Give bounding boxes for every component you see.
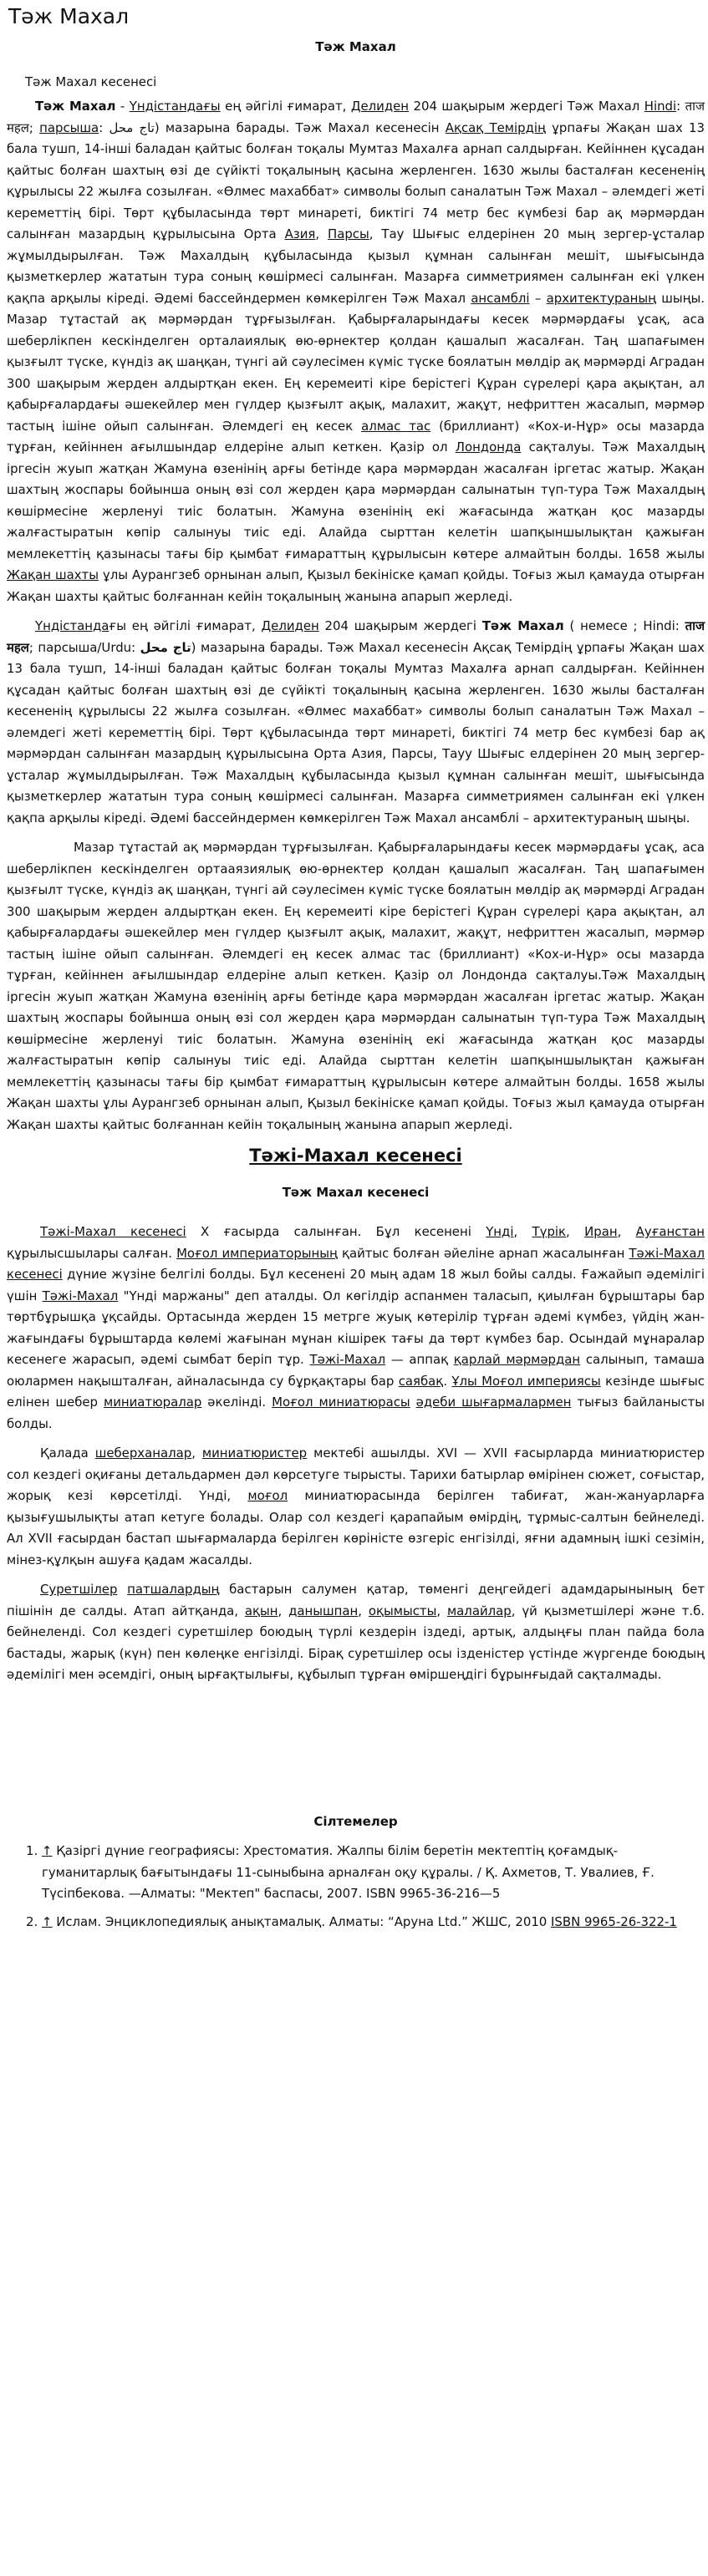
text: , Тау Шығыс елдерінен 20 мың зергер-ұсталар жұмылдырылған. Тәж Махалдың құбыласында қызыл құмнан салынған мешіт, шығысында қызметкерлер жататын тура соның көшірмесі салынған. Мазарға симметриямен салынған екі үлкен қақпа арқылы кіреді. Әдемі бассейндермен көмкерілген Тәж Махал — [7, 226, 705, 306]
link-hindi[interactable]: Hindi — [644, 99, 677, 114]
text: Қалада — [40, 1446, 95, 1461]
text: құрылысшылары салған. — [7, 1245, 177, 1261]
link-afghanistan[interactable]: Ауғанстан — [635, 1224, 705, 1239]
link-kings[interactable]: патшалардың — [127, 1582, 220, 1597]
link-london[interactable]: Лондонда — [455, 439, 522, 455]
text: бастарын салумен қатар, төменгі деңгейдегі адамдарынының бет пішінін де салды. Атап айтқанда, — [7, 1582, 705, 1618]
section-heading: Тәжі-Махал кесенесі — [249, 1146, 462, 1166]
text: ; парсыша/Urdu: — [28, 639, 140, 655]
paragraph-5 — [7, 1443, 705, 1571]
text: , — [278, 1603, 289, 1618]
link-india-2[interactable]: Үндістанда — [35, 618, 110, 633]
link-indian[interactable]: Үнді — [486, 1224, 514, 1239]
paragraph-4 — [7, 1222, 705, 1435]
text: X ғасырда салынған. Бұл кесенені — [186, 1224, 486, 1239]
text: дүние жүзіне белгілі болды. Бұл кесенені 20 мың адам 18 жыл бойы салды. Ғажайып әдемілігі үшін — [7, 1267, 705, 1303]
link-delhi-2[interactable]: Делиден — [261, 618, 319, 633]
link-diamond[interactable]: алмас тас — [361, 418, 431, 434]
link-persian[interactable]: парсыша — [39, 119, 99, 135]
text: , — [513, 1224, 532, 1239]
text: . — [443, 1373, 452, 1389]
text: ғы ең әйгілі ғимарат, — [109, 618, 262, 633]
text: , — [617, 1224, 636, 1239]
text: "Үнді маржаны" деп аталды. Ол көгілдір аспанмен таласып, қиылған бұрыштары бар төртбұрышқа ұқсайды. Ортасында жерден 15 метрге жуық көтерілір тұрған әдемі күмбез, үйдің жан-жағындағы бұрыштарда көлемі жағынан мұнан кішірек тағы да төрт күмбез бар. Осындай мұнаралар кесенеге жарасып, әдемі сымбат беріп тұр. — [7, 1288, 705, 1367]
link-scholar[interactable]: оқымысты — [368, 1603, 437, 1618]
link-persia[interactable]: Парсы — [328, 226, 369, 241]
text: , — [566, 1224, 585, 1239]
link-miniaturists[interactable]: миниатюристер — [201, 1446, 308, 1461]
text: ( немесе ; Hindi: — [563, 618, 685, 633]
text: , — [191, 1446, 202, 1461]
article-subtitle: Тәж Махал кесенесі — [25, 74, 157, 89]
persian-name: تاج محل — [140, 639, 191, 655]
link-mughal-emperor[interactable]: Моғол империаторының — [176, 1245, 338, 1261]
link-shah-jahan[interactable]: Жақан шахты — [7, 567, 99, 582]
back-link-icon[interactable]: ↑ — [42, 1913, 53, 1929]
reference-item — [42, 1912, 705, 1933]
section-subheading: Тәж Махал кесенесі — [282, 1184, 430, 1200]
text: ) мазарына барады. Тәж Махал кесенесін Ақсақ Темірдің ұрпағы Жақан шах 13 бала тушп, 14-інші баладан қайтыс болған тоқалы Мумтаз Махалға арнап салдырған. Кейіннен құсадан қайтыс болған шахтың өзі де сүйікті тоқалының қасына жерленген. 1630 жылы басталған кесененің құрылысы 22 жылға созылған. «Өлмес махаббат» символы болып саналатын Тәж Махал – әлемдегі жеті кереметтің бірі. Төрт құбыласында төрт минареті, биктігі 74 метр бес күмбезі бар ақ мәрмәрдан салынған мазардың құрылысына Орта Азия, Парсы, Тауу Шығыс елдерінен 20 мың зергер-ұсталар жұмылдырылған. Тәж Махалдың құбыласында қызыл құмнан салынған мешіт, шығысында қызметкерлер жататын тура соның көшірмесі салынған. Мазарға симметриямен салынған екі үлкен қақпа арқылы кіреді. Әдемі бассейндермен көмкерілген Тәж Махал ансамблі – архитектураның шыңы. — [7, 639, 705, 826]
link-poet[interactable]: ақын — [244, 1603, 278, 1618]
page-title: Тәж Махал — [8, 4, 130, 28]
text: : ताज महल; — [7, 99, 705, 135]
link-architecture[interactable]: архитектураның — [546, 290, 656, 306]
link-malays[interactable]: малайлар — [446, 1603, 512, 1618]
link-painters[interactable]: Суретшілер — [40, 1582, 118, 1597]
reference-item — [42, 1841, 705, 1905]
link-miniatures[interactable]: миниатюралар — [103, 1395, 202, 1410]
text — [410, 1395, 416, 1410]
link-timur[interactable]: Ақсақ Темірдің — [445, 119, 546, 135]
link-workshops[interactable]: шеберханалар — [94, 1446, 192, 1461]
text: мектебі ашылды. XVI — XVII ғасырларда миниатюристер сол кездегі оқиғаны детальдармен дәл көрсетуге тырысты. Тарихи батырлар өмірінен сюжет, соғыстар, жорық кезі көрсетілді. Үнді, — [7, 1446, 705, 1503]
link-turkish[interactable]: Түрік — [532, 1224, 567, 1239]
text: 204 шақырым жердегі — [318, 618, 482, 633]
text: - — [115, 99, 130, 114]
link-literary-works[interactable]: әдеби шығармалармен — [415, 1395, 572, 1410]
link-asia[interactable]: Азия — [284, 226, 316, 241]
text: сақталуы. Тәж Махалдың іргесін жуып жатқан Жамуна өзенінің арғы бетінде қара мәрмәрдан жасалған іргетас жатыр. Жақан шахтың жоспары бойынша оның өзі сол жерден қара мәрмәрдан салынатын түп-тура Тәж Махалдың көшірмесіне жерленуі тиіс болатын. Жамуна өзенінің екі жағасында жатқан қос мазарды жалғастыратын көпір салынуы тиіс еді. Алайда сырттан келетін шапқыншылықтан қажыған мемлекеттің қазынасы тағы бір қымбат ғимараттың құрылысын көтере алмайтын болды. 1658 жылы — [7, 439, 705, 561]
link-isbn[interactable]: ISBN 9965-26-322-1 — [551, 1913, 677, 1929]
link-india[interactable]: Үндістандағы — [129, 99, 221, 114]
reference-text: Қазіргі дүние географиясы: Хрестоматия. Жалпы білім беретін мектептің қоғамдық-гуманитарлық бағытындағы 11-сыныбына арналған оқу құралы. / Қ. Ахметов, Т. Увалиев, Ғ. Түсіпбекова. —Алматы: "Мектеп" баспасы, 2007. ISBN 9965-36-216—5 — [42, 1843, 655, 1901]
text: ұлы Аурангзеб орнынан алып, Қызыл бекінiске қамап қойды. Тоғыз жыл қамауда отырған Жақан шахты қайтыс болғаннан кейін тоқалының жанына апарып жерледі. — [7, 567, 705, 604]
paragraph-1 — [7, 96, 705, 607]
text — [117, 1582, 127, 1597]
link-mughal-empire[interactable]: Ұлы Моғол империясы — [451, 1373, 601, 1389]
text: миниатюрасында берілген табиғат, жан-жануарларға қызығушылықты атап кетуге болады. Олар сол кездегі қарапайым өмірдің, тұрмыс-салтын бейнеледі. Ал XVII ғасырдан бастап шығармаларда берілген көріністе өзгеріс енгізілді, яғни адамның ішкі сезімін, мінез-құлқын ашуға қадам жасалды. — [7, 1488, 705, 1567]
link-taj-mahal-3[interactable]: Тәжі-Махал — [42, 1288, 119, 1303]
hindi-name: ताज महल — [7, 618, 705, 655]
text: , үй қызметшілері және т.б. бейнеленді. Сол кездегі суретшілер боюдың түрлі кездерін іздеді, артық, алдыңғы план пайда бола бастады, жарық (күн) пен көлеңке енгізілді. Бірақ суретшілер осы ізденістер үстінде жүргенде боюдың әдемілігі мен әсемдігі, оның ырғақтылығы, құбылып тұрған өміршеңдігі бұрынғыдай сақталмады. — [7, 1603, 705, 1682]
term-bold: Тәж Махал — [481, 618, 564, 633]
text: әкелінді. — [201, 1395, 273, 1410]
article-center-title: Тәж Махал — [315, 39, 396, 54]
references-list — [7, 1841, 705, 1933]
text: : تاج محل) мазарына барады. Тәж Махал кесенесін — [99, 119, 446, 135]
text: — аппақ — [385, 1352, 454, 1367]
article-page — [0, 3, 708, 1973]
link-mughal-miniature[interactable]: Моғол миниатюрасы — [272, 1395, 410, 1410]
text: – — [529, 290, 547, 306]
link-taj-mahal-4[interactable]: Тәжі-Махал — [309, 1352, 386, 1367]
link-ensemble[interactable]: ансамблі — [471, 290, 530, 306]
text: ең әйгілі ғимарат, — [220, 99, 351, 114]
references-heading: Сілтемелер — [313, 1813, 398, 1829]
text: кезінде шығыс елінен шебер — [7, 1373, 705, 1410]
link-park[interactable]: саябақ — [398, 1373, 444, 1389]
link-mughal[interactable]: моғол — [247, 1488, 288, 1503]
text: ұрпағы Жақан шах 13 бала тушп, 14-інші баладан қайтыс болған тоқалы Мумтаз Махалға арнап салдырған. Кейіннен құсадан қайтыс болған шахтың өзі де сүйікті тоқалының қасына жерленген. 1630 жылы басталған кесененің құрылысы 22 жылға созылған. «Өлмес махаббат» символы болып саналатын Тәж Махал – әлемдегі жеті кереметтің бірі. Төрт құбыласында төрт минареті, биктігі 74 метр бес күмбезі бар ақ мәрмәрдан салынған мазардың құрылысына Орта — [7, 119, 705, 241]
paragraph-6 — [7, 1579, 705, 1686]
text: , — [436, 1603, 447, 1618]
text: 204 шақырым жердегі Тәж Махал — [409, 99, 644, 114]
link-iran[interactable]: Иран — [584, 1224, 618, 1239]
text: шыңы. Мазар тұтастай ақ мәрмәрдан тұрғызылған. Қабырғаларындағы кесек мәрмәрдағы ұсақ, аса шеберлікпен кескінделген орталаиялық өю-өрнектер қолдан қашалып жасалған. Таң шапағымен қызғылт түске, күндіз ақ шаңқан, түнгі ай сәулесімен күміс түске боялатын мөлдір ақ мәрмәрді Аградан 300 шақырым жерден алдыртқан екен. Ең керемеиті кіре берістегі Құран сүрелері қара ақықтан, ал қабырғалардағы әшекейлер мен гүлдер қызғылт ақық, малахит, жақұт, нефриттен жасалып, мәрмәр тастың ішіне ойып салынған. Әлемдегі ең кесек — [7, 290, 705, 434]
reference-text: Ислам. Энциклопедиялық анықтамалық. Алматы: “Аруна Ltd.” ЖШС, 2010 — [52, 1913, 552, 1929]
text: , — [315, 226, 329, 241]
back-link-icon[interactable]: ↑ — [42, 1843, 53, 1858]
text: , — [358, 1603, 369, 1618]
text: қайтыс болған әйеліне арнап жасалынған — [337, 1245, 629, 1261]
paragraph-3: Мазар тұтастай ақ мәрмәрдан тұрғызылған. Қабырғаларындағы кесек мәрмәрдағы ұсақ, аса шеберлікпен кескінделген ортааязиялық өю-өрнектер қолдан қашалып жасалған. Таң шапағымен қызғылт түске, күндіз ақ шаңқан, түнгі ай сәулесімен күміс түске боялатын мөлдір ақ мәрмәрді Аградан 300 шақырым жерден алдыртқан екен. Ең керемеиті кіре берістегі Құран сүрелері қара ақықтан, ал қабырғалардағы әшекейлер мен гүлдер қызғылт ақық, малахит, жақұт, нефриттен жасалып, мәрмәр тастың ішіне ойып салынған. Әлемдегі ең кесек алмас тас (бриллиант) «Кох-и-Нұр» осы мазарда тұрған, кейіннен ағылшындар елдеріне алып кеткен. Қазір ол Лондонда сақталуы.Тәж Махалдың іргесін жуып жатқан Жамуна өзенінің арғы бетінде қара мәрмәрдан жасалған іргетас жатыр. Жақан шахтың жоспары бойынша оның өзі сол жерден қара мәрмәрдан салынатын түп-тура Тәж Махалдың көшірмесіне жерленуі тиіс болатын. Жамуна өзенінің екі жағасында жатқан қос мазарды жалғастыратын көпір салынуы тиіс еді. Алайда сырттан келетін шапқыншылықтан қажыған мемлекеттің қазынасы тағы бір қымбат ғимараттың құрылысын көтере алмайтын болды. 1658 жылы Жақан шахты ұлы Аурангзеб орнынан алып, Қызыл бекінiске қамап қойды. Тоғыз жыл қамауда отырған Жақан шахты қайтыс болғаннан кейін тоқалының жанына апарып жерледі. — [7, 840, 705, 1132]
link-taj-mahal-2[interactable]: Тәжі-Махал кесенесі — [7, 1245, 705, 1282]
link-taj-mahal[interactable]: Тәжі-Махал кесенесі — [40, 1224, 186, 1239]
text: тығыз байланысты болды. — [7, 1395, 705, 1431]
text: (бриллиант) «Кох-и-Нұр» осы мазарда тұрған, кейіннен ағылшындар елдеріне алып кеткен. Қазір ол — [7, 418, 705, 455]
term-bold: Тәж Махал — [35, 99, 116, 114]
paragraph-2 — [7, 616, 705, 829]
text: салынып, тамаша оюлармен нақышталған, айналасында су бұрқақтары бар — [7, 1352, 705, 1389]
link-delhi[interactable]: Делиден — [350, 99, 410, 114]
link-marble[interactable]: қарлай мәрмәрдан — [453, 1352, 581, 1367]
link-sage[interactable]: данышпан — [288, 1603, 359, 1618]
